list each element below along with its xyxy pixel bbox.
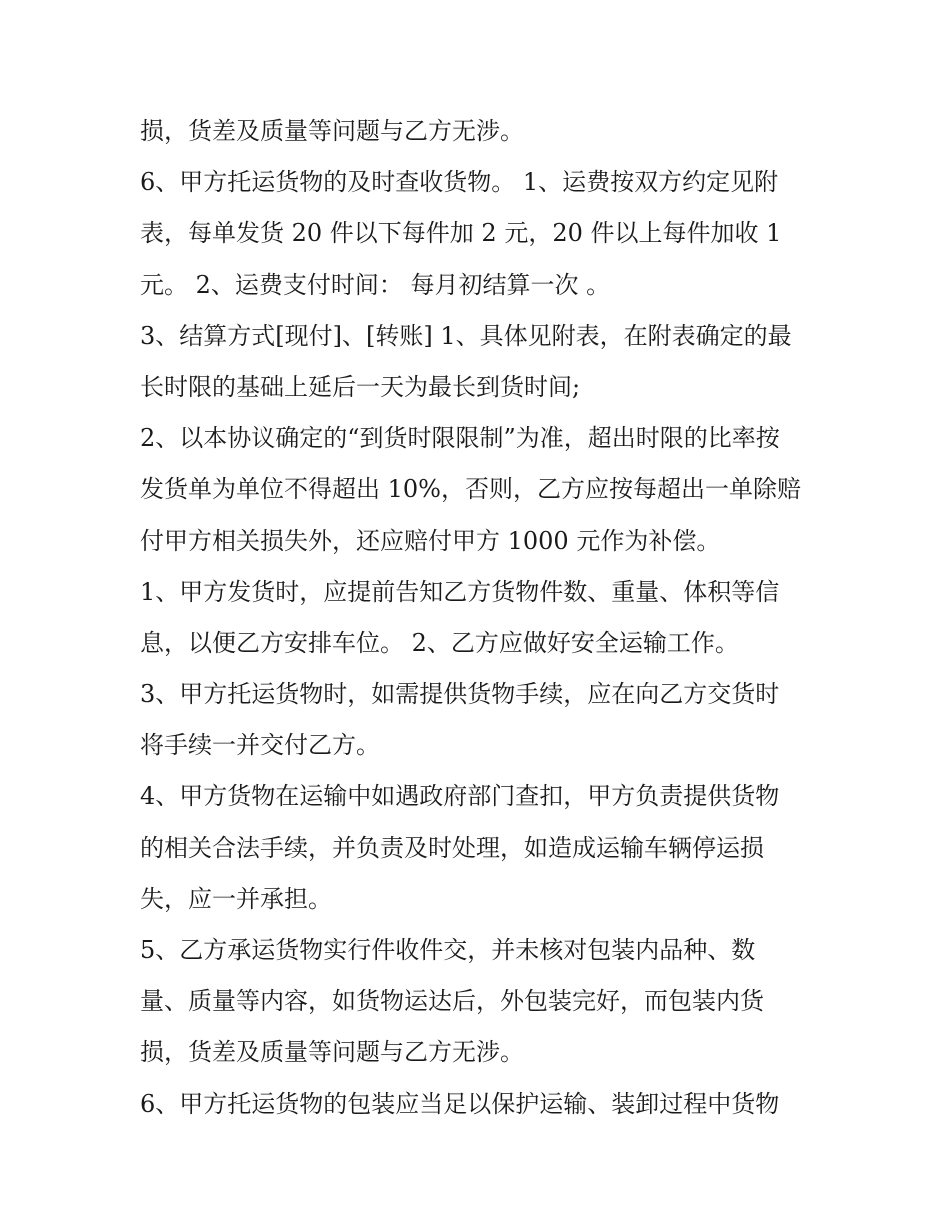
text-line: 长时限的基础上延后一天为最长到货时间; <box>140 372 581 401</box>
text-line: 1、甲方发货时，应提前告知乙方货物件数、重量、体积等信 <box>140 577 780 606</box>
text-line: 息，以便乙方安排车位。 2、乙方应做好安全运输工作。 <box>140 628 739 657</box>
text-line: 元。 2、运费支付时间： 每月初结算一次 。 <box>140 270 611 299</box>
text-line: 的相关合法手续，并负责及时处理，如造成运输车辆停运损 <box>140 833 764 862</box>
text-line: 付甲方相关损失外，还应赔付甲方 1000 元作为补偿。 <box>140 526 721 555</box>
text-line: 失，应一并承担。 <box>140 884 332 913</box>
text-line: 3、结算方式[现付]、[转账] 1、具体见附表，在附表确定的最 <box>140 321 792 350</box>
text-line: 4、甲方货物在运输中如遇政府部门查扣，甲方负责提供货物 <box>140 782 780 811</box>
document-body <box>140 106 820 1130</box>
text-line: 量、质量等内容，如货物运达后，外包装完好，而包装内货 <box>140 987 764 1016</box>
text-line: 将手续一并交付乙方。 <box>140 731 380 760</box>
text-line: 6、甲方托运货物的及时查收货物。 1、运费按双方约定见附 <box>140 168 779 197</box>
text-line: 2、以本协议确定的“到货时限限制”为准，超出时限的比率按 <box>140 424 780 453</box>
text-line: 损，货差及质量等问题与乙方无涉。 <box>140 1038 524 1067</box>
text-line: 6、甲方托运货物的包装应当足以保护运输、装卸过程中货物 <box>140 1089 780 1118</box>
text-line: 发货单为单位不得超出 10%，否则，乙方应按每超出一单除赔 <box>140 475 801 504</box>
text-line: 5、乙方承运货物实行件收件交，并未核对包装内品种、数 <box>140 936 756 964</box>
text-line: 损，货差及质量等问题与乙方无涉。 <box>140 117 524 145</box>
text-line: 3、甲方托运货物时，如需提供货物手续，应在向乙方交货时 <box>140 680 780 709</box>
text-line: 表，每单发货 20 件以下每件加 2 元，20 件以上每件加收 1 <box>140 219 782 248</box>
